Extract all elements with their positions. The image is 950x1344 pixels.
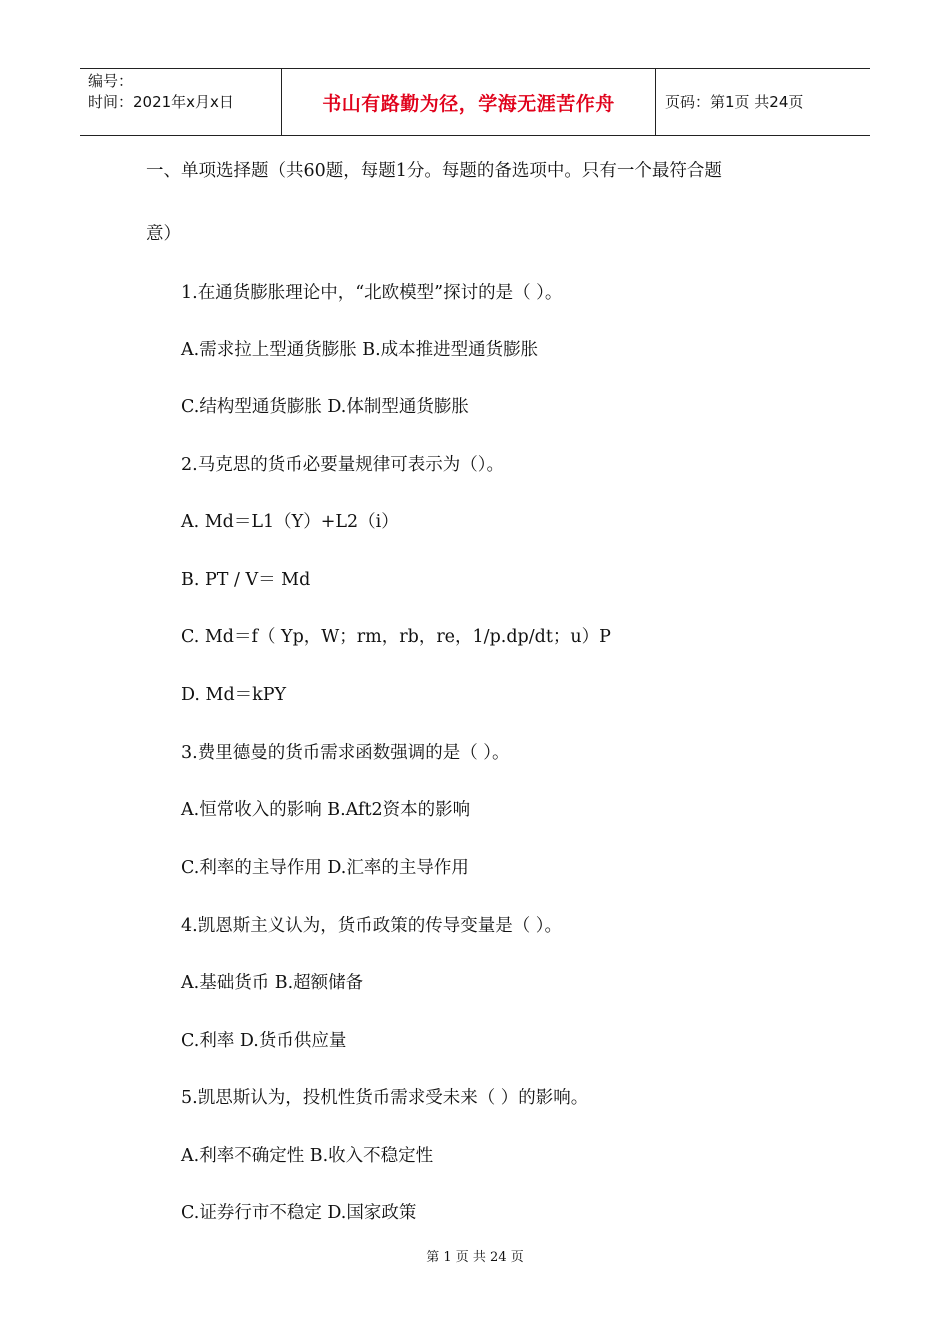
question-line: 3.费里德曼的货币需求函数强调的是（ ）。 — [181, 743, 510, 763]
option-line: A.需求拉上型通货膨胀 B.成本推进型通货膨胀 — [181, 340, 539, 360]
option-line: D. Md＝kPY — [181, 685, 287, 705]
option-line: C.结构型通货膨胀 D.体制型通货膨胀 — [181, 397, 469, 417]
document-header — [80, 68, 870, 136]
option-line: A. Md＝L1（Y）+L2（i） — [181, 512, 399, 532]
option-line: A.基础货币 B.超额储备 — [181, 973, 364, 993]
question-line: 2.马克思的货币必要量规律可表示为（）。 — [181, 455, 504, 475]
option-line: C.利率 D.货币供应量 — [181, 1031, 347, 1051]
option-line: C.利率的主导作用 D.汇率的主导作用 — [181, 858, 469, 878]
number-label: 编号： — [88, 72, 134, 90]
question-line: 5.凯思斯认为，投机性货币需求受未来（ ）的影响。 — [181, 1088, 589, 1108]
option-line: A.恒常收入的影响 B.Aft2资本的影响 — [181, 800, 471, 820]
page-info: 页码：第1页 共24页 — [665, 92, 804, 111]
motto-text: 书山有路勤为径，学海无涯苦作舟 — [322, 92, 615, 115]
time-label: 时间：2021年x月x日 — [88, 93, 234, 111]
header-page-cell — [656, 69, 870, 135]
section-title-line1: 一、单项选择题（共60题，每题1分。每题的备选项中。只有一个最符合题 — [146, 161, 722, 181]
section-title-line2: 意） — [146, 224, 181, 244]
question-line: 1.在通货膨胀理论中，“北欧模型”探讨的是（ ）。 — [181, 283, 563, 303]
option-line: C. Md＝f（ Yp，W；rm，rb，re，1/p.dp/dt；u）P — [181, 627, 611, 647]
option-line: C.证券行市不稳定 D.国家政策 — [181, 1203, 417, 1223]
option-line: A.利率不确定性 B.收入不稳定性 — [181, 1146, 434, 1166]
option-line: B. PT / V＝ Md — [181, 570, 311, 590]
question-line: 4.凯恩斯主义认为，货币政策的传导变量是（ ）。 — [181, 916, 563, 936]
header-motto-cell — [282, 69, 656, 135]
page-footer: 第 1 页 共 24 页 — [426, 1250, 524, 1265]
header-meta-cell — [80, 69, 282, 135]
